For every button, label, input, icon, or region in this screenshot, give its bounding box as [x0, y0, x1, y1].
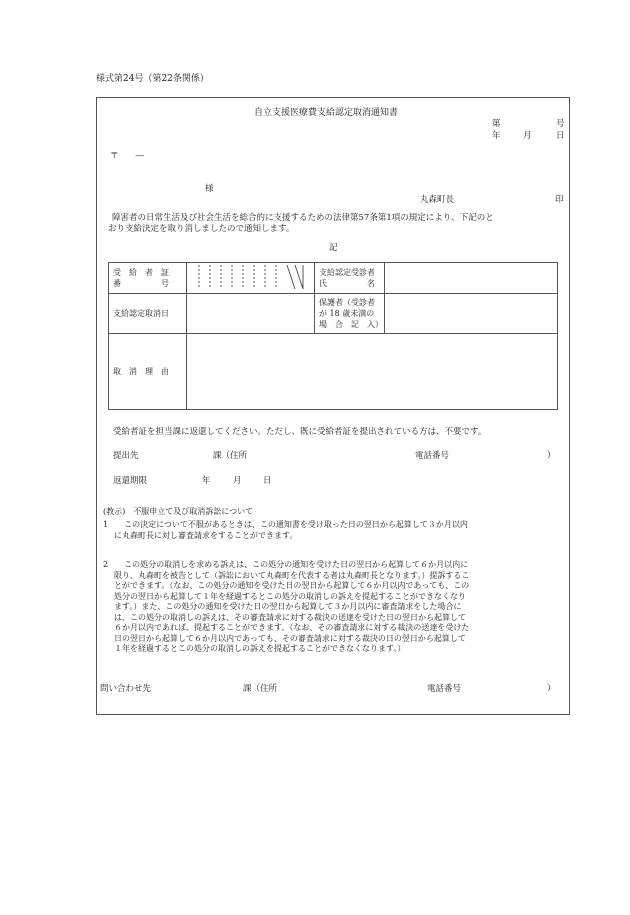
seal-mark: 印: [555, 195, 564, 205]
cancel-reason-label: 取 消 理 由: [109, 334, 187, 410]
return-note: 受給者証を担当課に返還してください。ただし、既に受給者証を提出されている方は、不要です。: [113, 427, 487, 437]
submit-phone: 電話番号: [415, 451, 450, 461]
doc-number-prefix: 第: [492, 119, 501, 129]
body-line-1: 障害者の日常生活及び社会生活を総合的に支援するための法律第57条第1項の規定により、下記のと: [112, 213, 494, 223]
inquiry-phone: 電話番号: [427, 684, 462, 694]
notice-item2-line: 限り、丸森町を被告として（訴訟において丸森町を代表する者は丸森町長となります。）提訴するこ: [114, 570, 470, 580]
notice-item2-line: 2 この処分の取消しを求める訴えは、この処分の通知を受けた日の翌日から起算して６か月以内に: [103, 560, 469, 569]
notice-item2-line: は、この処分の取消しの訴えは、その審査請求に対する裁決の送達を受けた日の翌日から起算して: [114, 612, 466, 622]
date-year: 年: [492, 131, 501, 141]
submit-label: 提出先: [113, 451, 139, 461]
cancel-date-label: 支給認定取消日: [109, 294, 187, 334]
guardian-label-line2: が 18 歳未満の: [319, 309, 375, 318]
notice-item2-line: 日の翌日から起算して６か月以内であっても、その審査請求に対する裁決の日の翌日から起算して: [114, 633, 466, 643]
guardian-label: [315, 294, 385, 334]
postal-code: 〒 ―: [110, 151, 145, 161]
recipient-suffix: 様: [205, 184, 214, 194]
notice-heading: (教示) 不服申立て及び取消訴訟について: [103, 507, 254, 516]
date-day: 日: [556, 131, 565, 141]
notice-item2-line: １年を経過するとこの処分の取消しの訴えを提起することができなくなります。）: [114, 644, 406, 653]
deadline-month: 月: [233, 476, 242, 486]
submit-close: ）: [547, 451, 556, 461]
guardian-label-line1: 保護者（受診者: [319, 298, 375, 307]
notice-item2: [103, 560, 469, 655]
cert-number-label-line1: 受 給 者 証: [113, 268, 169, 277]
notice-item2-line: ます。）また、この処分の通知を受けた日の翌日から起算して３か月以内に審査請求をした場合に: [114, 602, 462, 611]
digit-box-dividers: [187, 263, 315, 291]
inquiry-close: ）: [547, 684, 556, 694]
recipient-name-label-line1: 支給認定受診者: [319, 268, 375, 277]
cert-number-label-line2: 番 号: [113, 279, 169, 288]
notice-item1-line1: 1 この決定について不服があるときは、この通知書を受け取った日の翌日から起算して３か月以内: [103, 520, 468, 529]
recipient-name-label: [315, 263, 385, 294]
recipient-name-label-line2: 氏 名: [319, 279, 375, 288]
date-month: 月: [523, 131, 532, 141]
cert-number-label: [109, 263, 187, 294]
deadline-day: 日: [263, 476, 272, 486]
notice-item2-line: ６か月以内であれば、提起することができます。（なお、その審査請求に対する裁決の送達を受けた: [114, 623, 470, 632]
inquiry-dept: 課（住所: [243, 684, 278, 694]
form-number-label: 様式第24号（第22条関係）: [96, 74, 209, 84]
deadline-label: 返還期限: [113, 476, 148, 486]
deadline-year: 年: [202, 476, 211, 486]
body-text: [108, 213, 566, 235]
guardian-label-line3: 場 合 記 入）: [319, 320, 383, 329]
recipient-name-value[interactable]: [385, 263, 558, 294]
details-table: [108, 262, 558, 410]
document-title: 自立支援医療費支給認定取消通知書: [254, 108, 399, 118]
cert-number-boxes: [187, 263, 315, 294]
submit-dept: 課（住所: [213, 451, 248, 461]
notice-item1: [103, 520, 468, 541]
inquiry-label: 問い合わせ先: [100, 684, 152, 694]
doc-number-suffix: 号: [556, 119, 565, 129]
issuer-name: 丸森町長: [420, 195, 455, 205]
notice-item1-line2: に丸森町長に対し審査請求をすることができます。: [114, 530, 298, 540]
notice-item2-line: 処分の翌日から起算して１年を経過するとこの処分の取消しの訴えを提起することができなくなり: [114, 591, 466, 601]
cancel-date-value[interactable]: [187, 294, 315, 334]
body-line-2: おり支給決定を取り消しましたので通知します。: [108, 224, 295, 234]
guardian-value[interactable]: [385, 294, 558, 334]
ki-mark: 記: [329, 243, 338, 253]
cancel-reason-value[interactable]: [187, 334, 558, 410]
notice-item2-line: とができます。（なお、この処分の通知を受けた日の翌日から起算して６か月以内であっても、この: [114, 581, 470, 590]
